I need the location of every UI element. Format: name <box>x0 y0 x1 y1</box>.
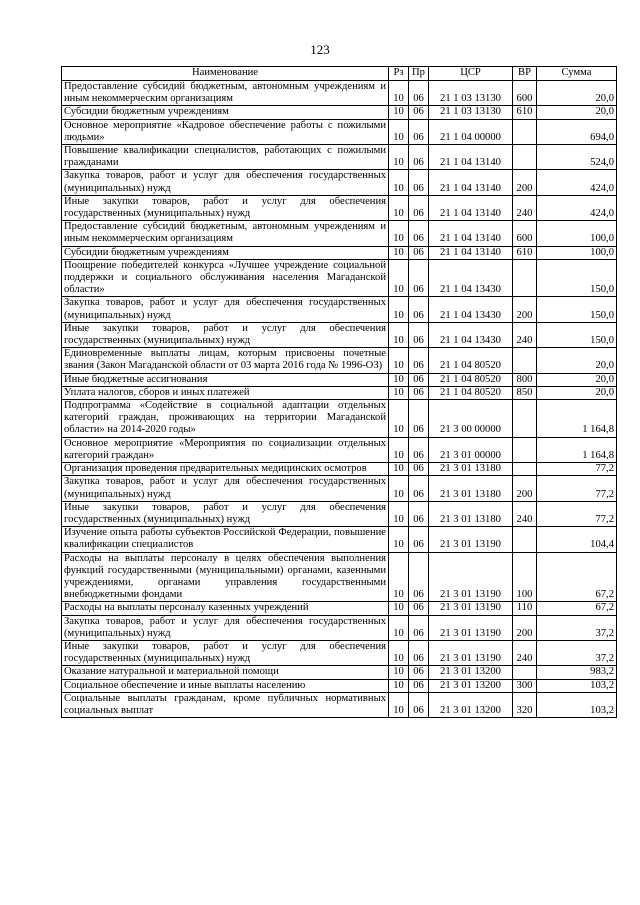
cell-csr: 21 3 01 13200 <box>429 666 513 679</box>
cell-vr <box>513 259 537 297</box>
cell-rz: 10 <box>389 552 409 602</box>
table-row <box>62 373 617 386</box>
cell-pr: 06 <box>409 602 429 615</box>
cell-name: Иные закупки товаров, работ и услуг для обеспечения государственных (муниципальных) нужд <box>62 322 389 347</box>
cell-rz: 10 <box>389 386 409 399</box>
cell-csr: 21 1 04 13140 <box>429 195 513 220</box>
column-header-name: Наименование <box>62 67 389 81</box>
cell-rz: 10 <box>389 81 409 106</box>
cell-rz: 10 <box>389 463 409 476</box>
cell-name: Повышение квалификации специалистов, работающих с пожилыми гражданами <box>62 145 389 170</box>
cell-name: Иные бюджетные ассигнования <box>62 373 389 386</box>
cell-vr <box>513 666 537 679</box>
cell-sum: 20,0 <box>537 386 617 399</box>
cell-rz: 10 <box>389 106 409 119</box>
cell-name: Субсидии бюджетным учреждениям <box>62 246 389 259</box>
cell-sum: 424,0 <box>537 170 617 195</box>
table-row <box>62 246 617 259</box>
column-header-csr: ЦСР <box>429 67 513 81</box>
table-row <box>62 170 617 195</box>
cell-rz: 10 <box>389 373 409 386</box>
cell-vr <box>513 145 537 170</box>
cell-csr: 21 1 04 13430 <box>429 322 513 347</box>
cell-vr: 850 <box>513 386 537 399</box>
cell-vr: 320 <box>513 692 537 717</box>
cell-sum: 150,0 <box>537 297 617 322</box>
cell-name: Организация проведения предварительных медицинских осмотров <box>62 463 389 476</box>
cell-sum: 77,2 <box>537 463 617 476</box>
table-row <box>62 552 617 602</box>
table-row <box>62 666 617 679</box>
cell-csr: 21 3 01 13190 <box>429 527 513 552</box>
cell-csr: 21 1 04 80520 <box>429 348 513 373</box>
cell-csr: 21 1 03 13130 <box>429 81 513 106</box>
table-row <box>62 527 617 552</box>
cell-csr: 21 3 01 13200 <box>429 692 513 717</box>
cell-rz: 10 <box>389 666 409 679</box>
cell-rz: 10 <box>389 692 409 717</box>
cell-vr: 240 <box>513 640 537 665</box>
table-row <box>62 348 617 373</box>
cell-sum: 103,2 <box>537 692 617 717</box>
cell-name: Закупка товаров, работ и услуг для обеспечения государственных (муниципальных) нужд <box>62 476 389 501</box>
table-row <box>62 195 617 220</box>
cell-name: Единовременные выплаты лицам, которым присвоены почетные звания (Закон Магаданской области от 03 марта 2016 года № 1996-ОЗ) <box>62 348 389 373</box>
cell-pr: 06 <box>409 297 429 322</box>
cell-sum: 20,0 <box>537 106 617 119</box>
cell-pr: 06 <box>409 106 429 119</box>
cell-rz: 10 <box>389 259 409 297</box>
cell-pr: 06 <box>409 552 429 602</box>
cell-sum: 77,2 <box>537 476 617 501</box>
cell-sum: 150,0 <box>537 322 617 347</box>
cell-vr: 240 <box>513 322 537 347</box>
cell-csr: 21 3 01 13190 <box>429 552 513 602</box>
column-header-sum: Сумма <box>537 67 617 81</box>
page-number: 123 <box>310 42 330 57</box>
cell-pr: 06 <box>409 348 429 373</box>
cell-pr: 06 <box>409 476 429 501</box>
cell-vr: 300 <box>513 679 537 692</box>
cell-sum: 67,2 <box>537 552 617 602</box>
cell-vr <box>513 119 537 144</box>
cell-pr: 06 <box>409 119 429 144</box>
budget-table <box>61 66 617 718</box>
cell-csr: 21 3 00 00000 <box>429 400 513 438</box>
cell-csr: 21 3 01 13190 <box>429 615 513 640</box>
cell-vr: 600 <box>513 81 537 106</box>
cell-rz: 10 <box>389 640 409 665</box>
cell-rz: 10 <box>389 297 409 322</box>
cell-name: Иные закупки товаров, работ и услуг для обеспечения государственных (муниципальных) нужд <box>62 195 389 220</box>
cell-vr: 100 <box>513 552 537 602</box>
cell-csr: 21 3 01 13180 <box>429 476 513 501</box>
table-row <box>62 106 617 119</box>
cell-name: Поощрение победителей конкурса «Лучшее учреждение социальной поддержки и социального обслуживания населения Магаданской области» <box>62 259 389 297</box>
cell-name: Основное мероприятие «Мероприятия по социализации отдельных категорий граждан» <box>62 437 389 462</box>
cell-rz: 10 <box>389 195 409 220</box>
cell-sum: 37,2 <box>537 615 617 640</box>
cell-rz: 10 <box>389 400 409 438</box>
cell-sum: 100,0 <box>537 221 617 246</box>
cell-name: Социальное обеспечение и иные выплаты населению <box>62 679 389 692</box>
table-row <box>62 119 617 144</box>
table-row <box>62 640 617 665</box>
cell-name: Социальные выплаты гражданам, кроме публичных нормативных социальных выплат <box>62 692 389 717</box>
cell-name: Изучение опыта работы субъектов Российской Федерации, повышение квалификации специалистов <box>62 527 389 552</box>
table-body <box>62 81 617 718</box>
cell-pr: 06 <box>409 322 429 347</box>
cell-vr <box>513 527 537 552</box>
cell-vr <box>513 463 537 476</box>
cell-sum: 77,2 <box>537 501 617 526</box>
cell-rz: 10 <box>389 348 409 373</box>
column-header-vr: ВР <box>513 67 537 81</box>
cell-sum: 100,0 <box>537 246 617 259</box>
cell-csr: 21 3 01 13180 <box>429 463 513 476</box>
cell-csr: 21 1 04 80520 <box>429 386 513 399</box>
cell-csr: 21 1 04 13140 <box>429 145 513 170</box>
cell-name: Закупка товаров, работ и услуг для обеспечения государственных (муниципальных) нужд <box>62 615 389 640</box>
cell-sum: 37,2 <box>537 640 617 665</box>
cell-sum: 20,0 <box>537 81 617 106</box>
cell-sum: 424,0 <box>537 195 617 220</box>
cell-csr: 21 3 01 13180 <box>429 501 513 526</box>
cell-sum: 67,2 <box>537 602 617 615</box>
cell-vr: 610 <box>513 106 537 119</box>
cell-rz: 10 <box>389 221 409 246</box>
cell-name: Субсидии бюджетным учреждениям <box>62 106 389 119</box>
cell-pr: 06 <box>409 195 429 220</box>
cell-pr: 06 <box>409 437 429 462</box>
cell-name: Иные закупки товаров, работ и услуг для обеспечения государственных (муниципальных) нужд <box>62 640 389 665</box>
cell-sum: 150,0 <box>537 259 617 297</box>
cell-rz: 10 <box>389 602 409 615</box>
cell-vr: 600 <box>513 221 537 246</box>
cell-sum: 694,0 <box>537 119 617 144</box>
cell-vr: 610 <box>513 246 537 259</box>
table-row <box>62 386 617 399</box>
table-row <box>62 463 617 476</box>
cell-rz: 10 <box>389 476 409 501</box>
cell-vr: 200 <box>513 476 537 501</box>
cell-vr: 800 <box>513 373 537 386</box>
cell-vr <box>513 348 537 373</box>
cell-name: Подпрограмма «Содействие в социальной адаптации отдельных категорий граждан, проживающих на территории Магаданской области» на 2014-2020 годы» <box>62 400 389 438</box>
cell-sum: 1 164,8 <box>537 437 617 462</box>
cell-csr: 21 3 01 00000 <box>429 437 513 462</box>
cell-csr: 21 1 04 13140 <box>429 170 513 195</box>
cell-rz: 10 <box>389 679 409 692</box>
cell-name: Расходы на выплаты персоналу казенных учреждений <box>62 602 389 615</box>
cell-vr: 200 <box>513 615 537 640</box>
cell-pr: 06 <box>409 679 429 692</box>
cell-pr: 06 <box>409 386 429 399</box>
cell-rz: 10 <box>389 437 409 462</box>
cell-rz: 10 <box>389 145 409 170</box>
cell-pr: 06 <box>409 501 429 526</box>
table-row <box>62 476 617 501</box>
cell-name: Закупка товаров, работ и услуг для обеспечения государственных (муниципальных) нужд <box>62 170 389 195</box>
cell-sum: 20,0 <box>537 373 617 386</box>
cell-sum: 524,0 <box>537 145 617 170</box>
cell-rz: 10 <box>389 322 409 347</box>
table-row <box>62 679 617 692</box>
cell-pr: 06 <box>409 81 429 106</box>
cell-sum: 983,2 <box>537 666 617 679</box>
cell-vr: 200 <box>513 297 537 322</box>
cell-pr: 06 <box>409 400 429 438</box>
cell-pr: 06 <box>409 259 429 297</box>
cell-pr: 06 <box>409 666 429 679</box>
cell-pr: 06 <box>409 692 429 717</box>
cell-sum: 1 164,8 <box>537 400 617 438</box>
table-row <box>62 615 617 640</box>
cell-name: Иные закупки товаров, работ и услуг для обеспечения государственных (муниципальных) нужд <box>62 501 389 526</box>
cell-vr: 240 <box>513 501 537 526</box>
cell-csr: 21 1 04 80520 <box>429 373 513 386</box>
cell-pr: 06 <box>409 246 429 259</box>
cell-csr: 21 1 04 13430 <box>429 259 513 297</box>
cell-csr: 21 1 04 00000 <box>429 119 513 144</box>
cell-pr: 06 <box>409 221 429 246</box>
cell-name: Предоставление субсидий бюджетным, автономным учреждениям и иным некоммерческим организациям <box>62 221 389 246</box>
cell-vr <box>513 400 537 438</box>
table-row <box>62 437 617 462</box>
cell-name: Предоставление субсидий бюджетным, автономным учреждениям и иным некоммерческим организациям <box>62 81 389 106</box>
cell-rz: 10 <box>389 246 409 259</box>
cell-vr: 110 <box>513 602 537 615</box>
cell-csr: 21 3 01 13200 <box>429 679 513 692</box>
cell-pr: 06 <box>409 373 429 386</box>
table-row <box>62 221 617 246</box>
cell-rz: 10 <box>389 501 409 526</box>
table-row <box>62 259 617 297</box>
cell-vr: 200 <box>513 170 537 195</box>
cell-csr: 21 1 04 13140 <box>429 246 513 259</box>
cell-rz: 10 <box>389 119 409 144</box>
table-row <box>62 400 617 438</box>
cell-pr: 06 <box>409 145 429 170</box>
cell-vr <box>513 437 537 462</box>
cell-pr: 06 <box>409 527 429 552</box>
cell-sum: 104,4 <box>537 527 617 552</box>
cell-sum: 103,2 <box>537 679 617 692</box>
column-header-rz: Рз <box>389 67 409 81</box>
table-row <box>62 145 617 170</box>
table-row <box>62 501 617 526</box>
cell-name: Основное мероприятие «Кадровое обеспечение работы с пожилыми людьми» <box>62 119 389 144</box>
cell-csr: 21 1 03 13130 <box>429 106 513 119</box>
table-header-row <box>62 67 617 81</box>
cell-name: Оказание натуральной и материальной помощи <box>62 666 389 679</box>
table-row <box>62 692 617 717</box>
table-row <box>62 81 617 106</box>
cell-csr: 21 1 04 13140 <box>429 221 513 246</box>
cell-rz: 10 <box>389 527 409 552</box>
cell-pr: 06 <box>409 463 429 476</box>
column-header-pr: Пр <box>409 67 429 81</box>
cell-csr: 21 3 01 13190 <box>429 602 513 615</box>
cell-name: Закупка товаров, работ и услуг для обеспечения государственных (муниципальных) нужд <box>62 297 389 322</box>
cell-name: Расходы на выплаты персоналу в целях обеспечения выполнения функций государственными (муниципальными) органами, казенными учреждениями, органами управления государственными внебюджетными фондами <box>62 552 389 602</box>
cell-sum: 20,0 <box>537 348 617 373</box>
cell-csr: 21 1 04 13430 <box>429 297 513 322</box>
cell-name: Уплата налогов, сборов и иных платежей <box>62 386 389 399</box>
table-row <box>62 297 617 322</box>
cell-rz: 10 <box>389 615 409 640</box>
table-row <box>62 602 617 615</box>
cell-rz: 10 <box>389 170 409 195</box>
cell-vr: 240 <box>513 195 537 220</box>
cell-pr: 06 <box>409 170 429 195</box>
cell-pr: 06 <box>409 640 429 665</box>
cell-csr: 21 3 01 13190 <box>429 640 513 665</box>
cell-pr: 06 <box>409 615 429 640</box>
table-row <box>62 322 617 347</box>
